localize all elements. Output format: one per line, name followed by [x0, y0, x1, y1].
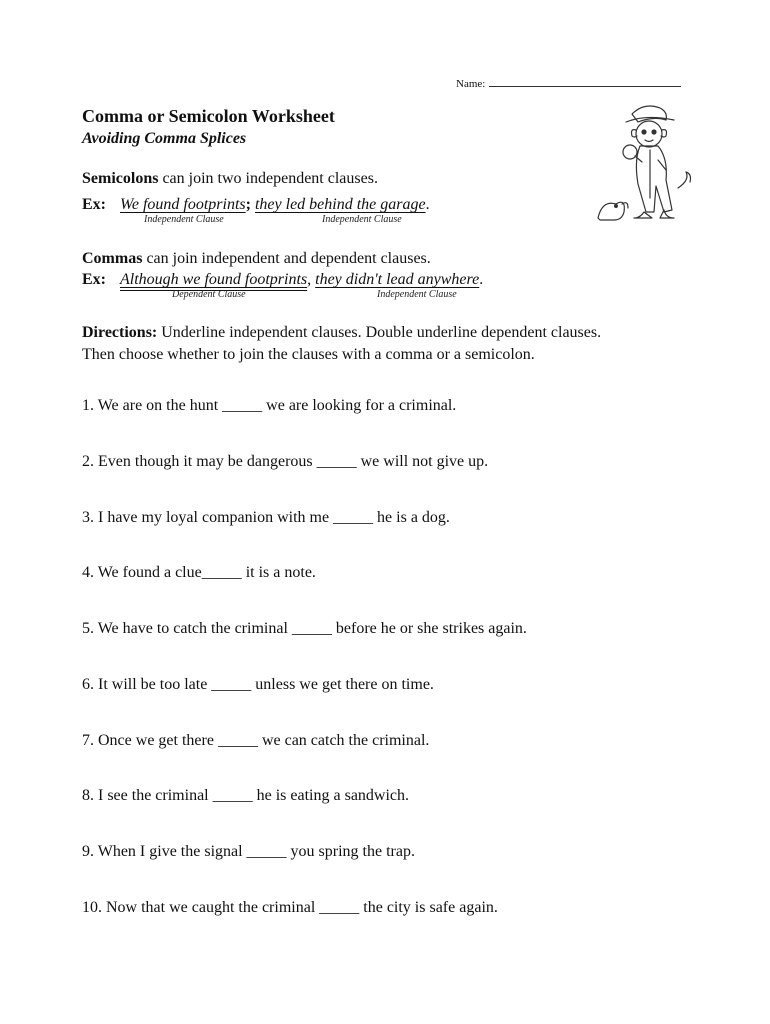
- example-label: Ex:: [82, 196, 106, 213]
- question-item: 1. We are on the hunt _____ we are looking for a criminal.: [82, 397, 457, 414]
- directions-text-1: Underline independent clauses. Double underline dependent clauses.: [157, 324, 602, 341]
- directions-line-2: Then choose whether to join the clauses with a comma or a semicolon.: [82, 346, 535, 363]
- question-item: 9. When I give the signal _____ you spring the trap.: [82, 843, 415, 860]
- commas-rule: [82, 250, 431, 268]
- example-independent-clause-1: We found footprints: [120, 196, 246, 213]
- question-item: 6. It will be too late _____ unless we get there on time.: [82, 676, 434, 693]
- semicolons-example: [82, 196, 430, 214]
- example-label: Ex:: [82, 271, 106, 288]
- worksheet-subtitle: Avoiding Comma Splices: [82, 130, 247, 147]
- semicolons-rule: [82, 170, 378, 188]
- name-label: Name:: [456, 78, 486, 90]
- semicolons-rule-text: can join two independent clauses.: [158, 170, 378, 187]
- commas-term: Commas: [82, 250, 143, 267]
- detective-illustration: [594, 100, 704, 228]
- name-field: [456, 75, 681, 90]
- example-independent-clause-2: they led behind the garage: [254, 196, 426, 213]
- commas-example: [82, 271, 483, 289]
- directions-line-1: [82, 324, 601, 342]
- example-period: .: [425, 196, 430, 213]
- question-item: 2. Even though it may be dangerous _____ we will not give up.: [82, 453, 489, 470]
- worksheet-title: Comma or Semicolon Worksheet: [82, 106, 335, 126]
- caption-dependent-clause: Dependent Clause: [172, 289, 246, 300]
- caption-independent-clause: Independent Clause: [322, 214, 402, 225]
- example-independent-clause: they didn't lead anywhere: [315, 271, 480, 288]
- semicolons-term: Semicolons: [82, 170, 159, 187]
- example-comma: ,: [307, 271, 312, 288]
- question-item: 8. I see the criminal _____ he is eating a sandwich.: [82, 787, 410, 804]
- commas-rule-text: can join independent and dependent clauses.: [142, 250, 431, 267]
- question-item: 3. I have my loyal companion with me _____ he is a dog.: [82, 509, 450, 526]
- question-item: 7. Once we get there _____ we can catch the criminal.: [82, 732, 430, 749]
- caption-independent-clause: Independent Clause: [377, 289, 457, 300]
- question-item: 10. Now that we caught the criminal _____ the city is safe again.: [82, 899, 498, 916]
- caption-independent-clause: Independent Clause: [144, 214, 224, 225]
- name-blank: [489, 75, 681, 87]
- question-item: 4. We found a clue_____ it is a note.: [82, 564, 316, 581]
- example-dependent-clause: Although we found footprints: [120, 271, 308, 288]
- directions-label: Directions:: [82, 324, 158, 341]
- example-period: .: [479, 271, 484, 288]
- question-item: 5. We have to catch the criminal _____ before he or she strikes again.: [82, 620, 527, 637]
- example-semicolon: ;: [245, 196, 251, 213]
